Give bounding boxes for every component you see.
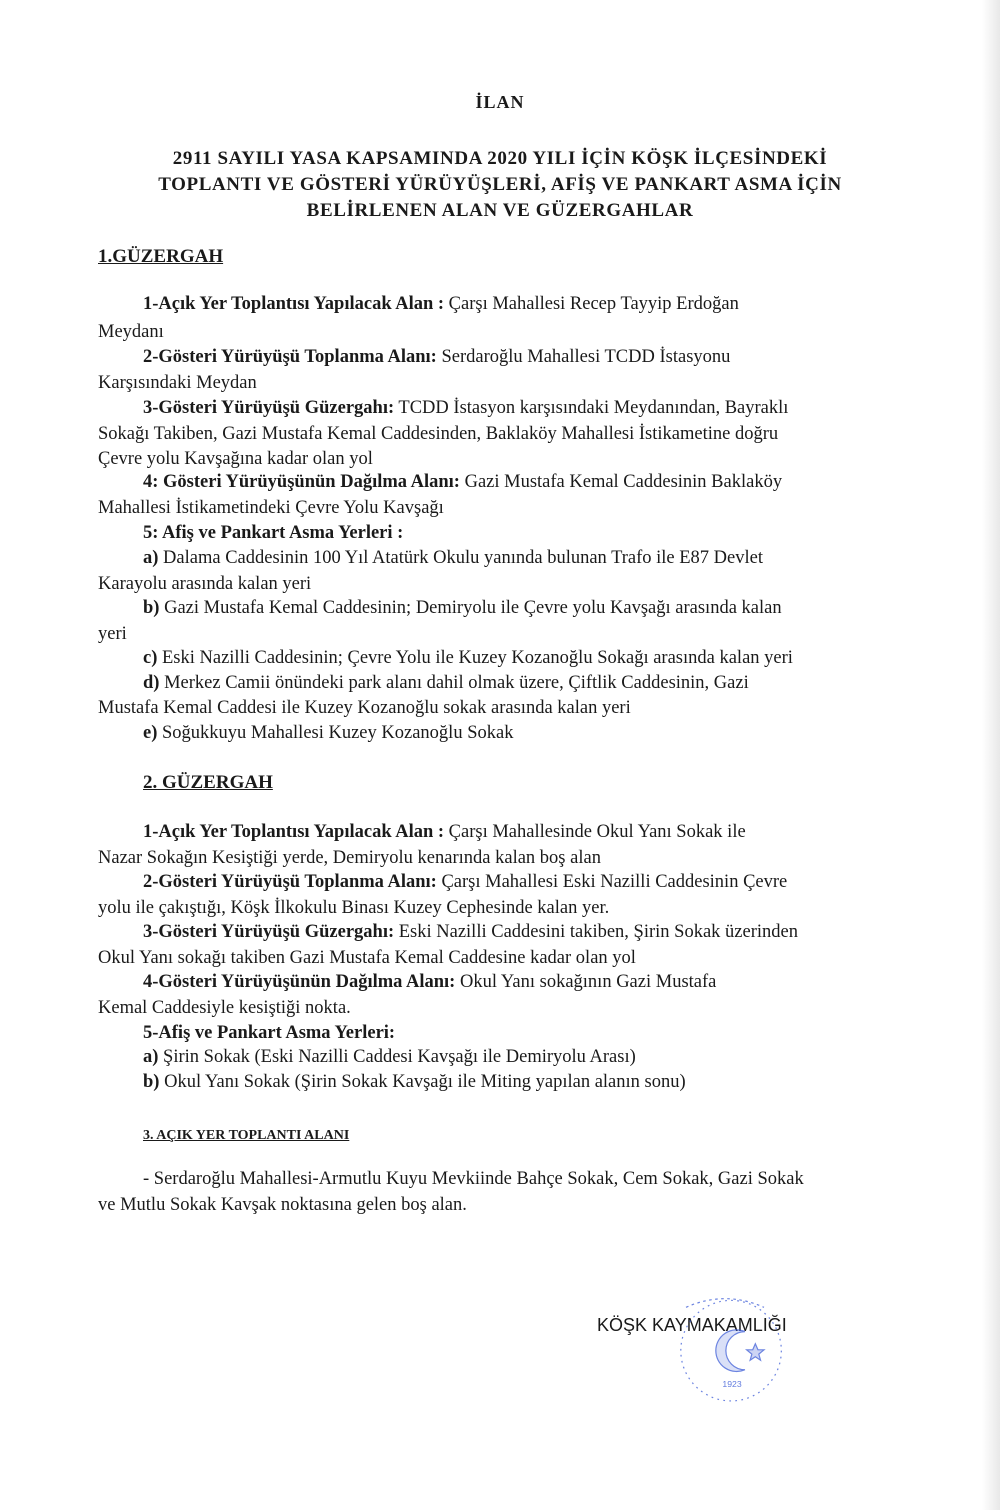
s1-item-e: e) Soğukkuyu Mahallesi Kuzey Kozanoğlu Sokak <box>143 723 514 743</box>
s2-item1: 1-Açık Yer Toplantısı Yapılacak Alan : Çarşı Mahallesinde Okul Yanı Sokak ile <box>143 822 746 842</box>
s1-item1-cont: Meydanı <box>98 322 164 342</box>
s2-item5: 5-Afiş ve Pankart Asma Yerleri: <box>143 1023 396 1043</box>
s1-item4: 4: Gösteri Yürüyüşünün Dağılma Alanı: Gazi Mustafa Kemal Caddesinin Baklaköy <box>143 472 783 492</box>
s2-item2: 2-Gösteri Yürüyüşü Toplanma Alanı: Çarşı Mahallesi Eski Nazilli Caddesinin Çevre <box>143 872 788 892</box>
s2-item3-cont: Okul Yanı sokağı takiben Gazi Mustafa Kemal Caddesine kadar olan yol <box>98 948 636 968</box>
s1-item-a: a) Dalama Caddesinin 100 Yıl Atatürk Okulu yanında bulunan Trafo ile E87 Devlet <box>143 548 763 568</box>
s1-item3-cont2: Çevre yolu Kavşağına kadar olan yol <box>98 449 373 469</box>
page-edge-shadow <box>982 0 1000 1510</box>
s2-item2-cont: yolu ile çakıştığı, Köşk İlkokulu Binası Kuzey Cephesinde kalan yer. <box>98 898 610 918</box>
heading-line-2: TOPLANTI VE GÖSTERİ YÜRÜYÜŞLERİ, AFİŞ VE PANKART ASMA İÇİN <box>158 174 842 195</box>
heading-line-3: BELİRLENEN ALAN VE GÜZERGAHLAR <box>306 200 694 221</box>
s2-item4: 4-Gösteri Yürüyüşünün Dağılma Alanı: Okul Yanı sokağının Gazi Mustafa <box>143 972 717 992</box>
s2-item-a: a) Şirin Sokak (Eski Nazilli Caddesi Kavşağı ile Demiryolu Arası) <box>143 1047 636 1067</box>
official-stamp <box>645 1290 805 1420</box>
s2-item1-cont: Nazar Sokağın Kesiştiği yerde, Demiryolu kenarında kalan boş alan <box>98 848 601 868</box>
s1-item-b-cont: yeri <box>98 624 127 644</box>
s1-item3-cont1: Sokağı Takiben, Gazi Mustafa Kemal Caddesinden, Baklaköy Mahallesi İstikametine doğru <box>98 424 779 444</box>
s1-item5: 5: Afiş ve Pankart Asma Yerleri : <box>143 523 404 543</box>
s2-item3: 3-Gösteri Yürüyüşü Güzergahı: Eski Nazilli Caddesini takiben, Şirin Sokak üzerinden <box>143 922 798 942</box>
s2-item-b: b) Okul Yanı Sokak (Şirin Sokak Kavşağı ile Miting yapılan alanın sonu) <box>143 1072 686 1092</box>
s1-item-b: b) Gazi Mustafa Kemal Caddesinin; Demiryolu ile Çevre yolu Kavşağı arasında kalan <box>143 598 782 618</box>
s1-item4-cont: Mahallesi İstikametindeki Çevre Yolu Kavşağı <box>98 498 444 518</box>
s1-item1: 1-Açık Yer Toplantısı Yapılacak Alan : Çarşı Mahallesi Recep Tayyip Erdoğan <box>143 294 739 314</box>
s3-text: - Serdaroğlu Mahallesi-Armutlu Kuyu Mevkiinde Bahçe Sokak, Cem Sokak, Gazi Sokak <box>143 1169 804 1189</box>
s1-item-c: c) Eski Nazilli Caddesinin; Çevre Yolu ile Kuzey Kozanoğlu Sokağı arasında kalan yeri <box>143 648 793 668</box>
s1-item3: 3-Gösteri Yürüyüşü Güzergahı: TCDD İstasyon karşısındaki Meydanından, Bayraklı <box>143 398 789 418</box>
section1-title: 1.GÜZERGAH <box>98 246 224 267</box>
stamp-year: 1923 <box>722 1379 742 1390</box>
s2-item4-cont: Kemal Caddesiyle kesiştiği nokta. <box>98 998 351 1018</box>
s1-item-d-cont: Mustafa Kemal Caddesi ile Kuzey Kozanoğlu sokak arasında kalan yeri <box>98 698 631 718</box>
s1-item-a-cont: Karayolu arasında kalan yeri <box>98 574 312 594</box>
s1-item2-cont: Karşısındaki Meydan <box>98 373 257 393</box>
s1-item2: 2-Gösteri Yürüyüşü Toplanma Alanı: Serdaroğlu Mahallesi TCDD İstasyonu <box>143 347 731 367</box>
s3-text-cont: ve Mutlu Sokak Kavşak noktasına gelen boş alan. <box>98 1195 467 1215</box>
document-title: İLAN <box>475 92 525 112</box>
section2-title: 2. GÜZERGAH <box>143 772 273 793</box>
heading-line-1: 2911 SAYILI YASA KAPSAMINDA 2020 YILI İÇİN KÖŞK İLÇESİNDEKİ <box>172 148 828 169</box>
signature-text: KÖŞK KAYMAKAMLIĞI <box>597 1315 787 1335</box>
s1-item-d: d) Merkez Camii önündeki park alanı dahil olmak üzere, Çiftlik Caddesinin, Gazi <box>143 673 749 693</box>
section3-title: 3. AÇIK YER TOPLANTI ALANI <box>143 1128 350 1143</box>
